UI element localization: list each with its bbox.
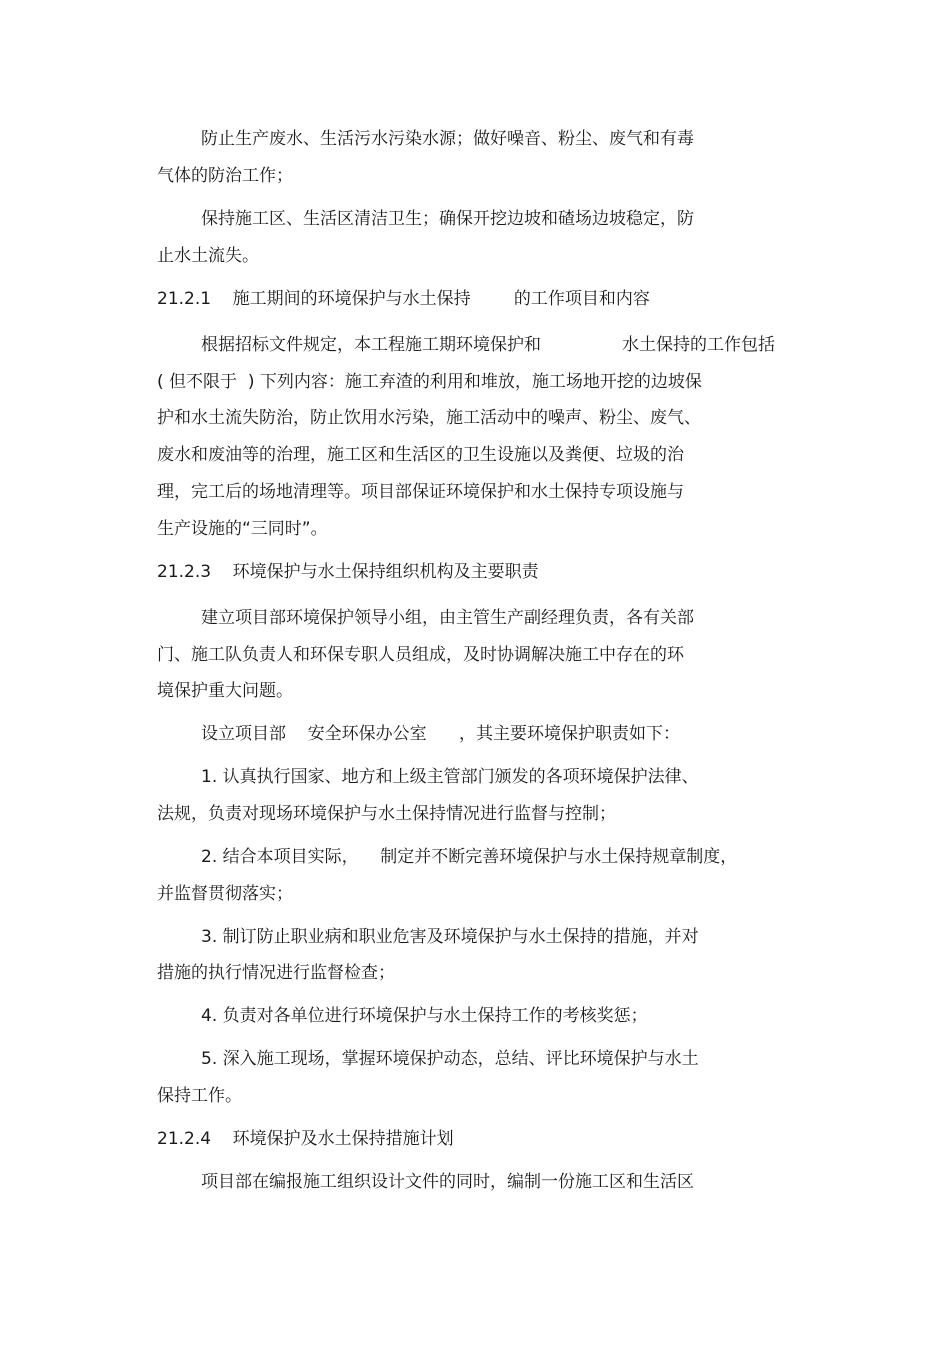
paragraph-line: 废水和废油等的治理，施工区和生活区的卫生设施以及粪便、垃圾的治: [157, 445, 684, 465]
paragraph-line: 保持施工区、生活区清洁卫生；确保开挖边坡和碴场边坡稳定，防: [201, 209, 694, 229]
paragraph-line: 气体的防治工作；: [157, 166, 293, 186]
list-item: 并监督贯彻落实；: [157, 884, 293, 904]
list-item: 1. 认真执行国家、地方和上级主管部门颁发的各项环境保护法律、: [201, 767, 699, 787]
list-item: 2. 结合本项目实际， 制定并不断完善环境保护与水土保持规章制度，: [201, 847, 738, 867]
section-heading: 21.2.1 施工期间的环境保护与水土保持 的工作项目和内容: [157, 289, 650, 309]
list-item: 保持工作。: [157, 1086, 242, 1106]
paragraph-line: 门、施工队负责人和环保专职人员组成，及时协调解决施工中存在的环: [157, 645, 684, 665]
list-item: 3. 制订防止职业病和职业危害及环境保护与水土保持的措施，并对: [201, 927, 699, 947]
paragraph-line: 理，完工后的场地清理等。项目部保证环境保护和水土保持专项设施与: [157, 482, 684, 502]
paragraph-line: 根据招标文件规定，本工程施工期环境保护和 水土保持的工作包括: [201, 335, 776, 355]
paragraph-line: 护和水土流失防治，防止饮用水污染，施工活动中的噪声、粉尘、废气、: [157, 408, 701, 428]
list-item: 措施的执行情况进行监督检查；: [157, 963, 395, 983]
paragraph-line: 止水土流失。: [157, 246, 259, 266]
paragraph-line: 项目部在编报施工组织设计文件的同时，编制一份施工区和生活区: [201, 1172, 694, 1192]
section-heading: 21.2.3 环境保护与水土保持组织机构及主要职责: [157, 562, 539, 582]
paragraph-line: ( 但不限于 ) 下列内容：施工弃渣的利用和堆放，施工场地开挖的边坡保: [157, 372, 702, 392]
paragraph-line: 建立项目部环境保护领导小组，由主管生产副经理负责，各有关部: [201, 608, 694, 628]
list-item: 5. 深入施工现场，掌握环境保护动态，总结、评比环境保护与水土: [201, 1049, 699, 1069]
paragraph-line: 生产设施的“三同时”。: [157, 519, 328, 539]
list-item: 法规，负责对现场环境保护与水土保持情况进行监督与控制；: [157, 804, 616, 824]
paragraph-line: 设立项目部 安全环保办公室 ，其主要环境保护职责如下：: [201, 724, 681, 744]
paragraph-line: 防止生产废水、生活污水污染水源；做好噪音、粉尘、废气和有毒: [201, 129, 694, 149]
list-item: 4. 负责对各单位进行环境保护与水土保持工作的考核奖惩；: [201, 1006, 648, 1026]
section-heading: 21.2.4 环境保护及水土保持措施计划: [157, 1129, 454, 1149]
paragraph-line: 境保护重大问题。: [157, 681, 293, 701]
